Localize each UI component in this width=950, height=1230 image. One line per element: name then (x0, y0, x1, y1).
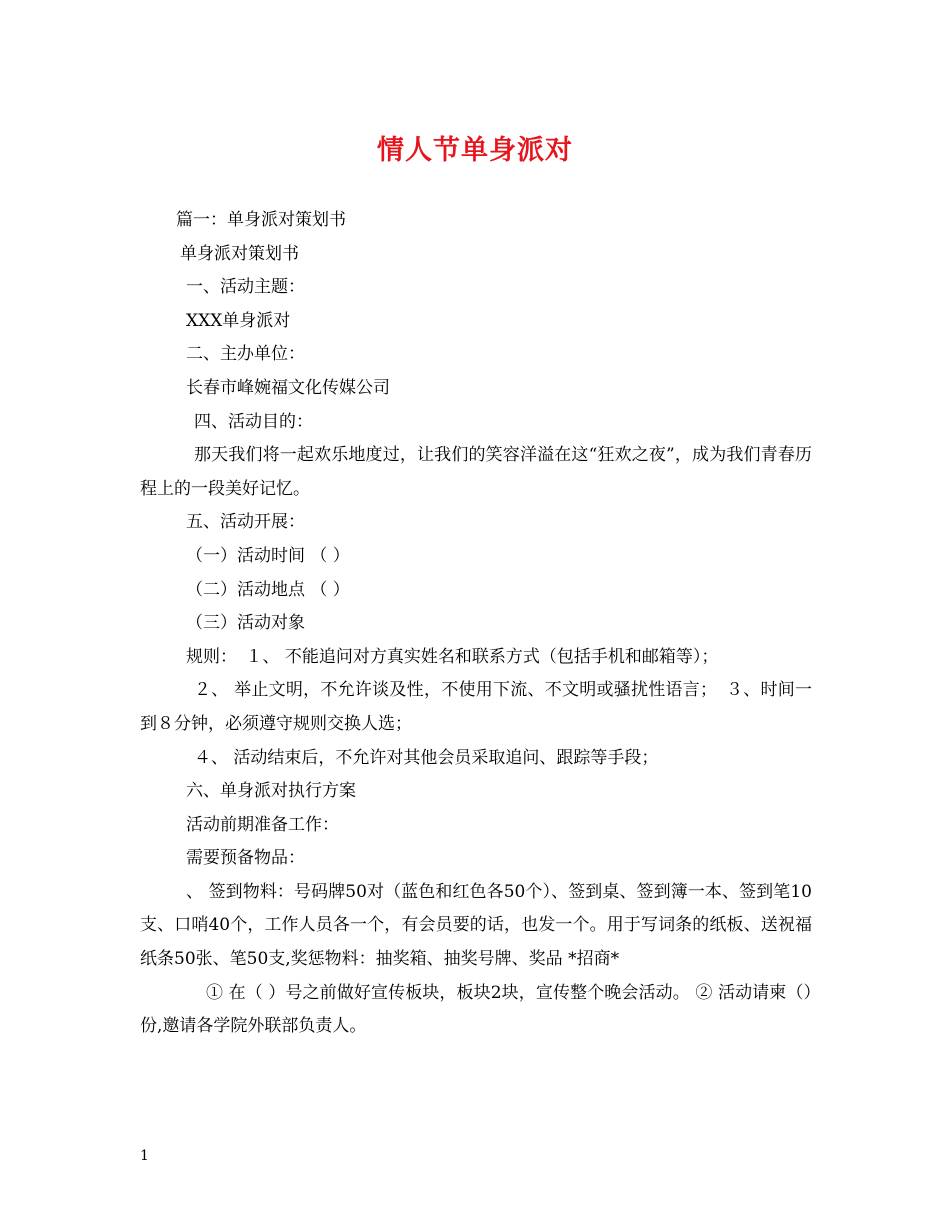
paragraph: 六、单身派对执行方案 (186, 781, 356, 802)
paragraph: 需要预备物品： (186, 848, 305, 869)
paragraph: 、 签到物料：号码牌50对（蓝色和红色各50个）、签到桌、签到簿一本、签到笔10支、口哨40个，工作人员各一个，有会员要的话，也发一个。用于写词条的纸板、送祝福纸条50张、笔50支,奖惩物料：抽奖箱、抽奖号牌、奖品 *招商* (140, 881, 812, 970)
paragraph: 活动前期准备工作： (186, 814, 339, 835)
paragraph: 篇一：单身派对策划书 (176, 210, 346, 230)
paragraph: XXX单身派对 (186, 310, 291, 331)
paragraph: 长春市峰婉福文化传媒公司 (186, 377, 390, 398)
paragraph: ４、 活动结束后，不允许对其他会员采取追问、跟踪等手段； (194, 747, 659, 768)
paragraph: 五、活动开展： (186, 512, 305, 533)
paragraph: ① 在（ ）号之前做好宣传板块，板块2块，宣传整个晚会活动。 ② 活动请柬（）份,邀请各学院外联部负责人。 (140, 982, 812, 1037)
document-title: 情人节单身派对 (377, 135, 573, 166)
paragraph: ２、 举止文明，不允许谈及性，不使用下流、不文明或骚扰性语言； ３、时间一到８分钟，必须遵守规则交换人选； (140, 680, 812, 734)
paragraph: （二）活动地点 （ ） (186, 579, 350, 600)
paragraph: 那天我们将一起欢乐地度过，让我们的笑容洋溢在这“狂欢之夜”，成为我们青春历程上的一段美好记忆。 (140, 445, 812, 499)
paragraph: 二、主办单位： (186, 344, 305, 365)
paragraph: 四、活动目的： (194, 411, 313, 432)
paragraph: 规则： １、 不能追问对方真实姓名和联系方式（包括手机和邮箱等）； (186, 646, 719, 667)
paragraph: （一）活动时间 （ ） (186, 545, 350, 566)
paragraph: 一、活动主题： (186, 277, 305, 298)
paragraph: 单身派对策划书 (180, 243, 299, 264)
page-number: 1 (140, 1148, 149, 1164)
document-body (140, 204, 812, 1044)
paragraph: （三）活动对象 (186, 613, 305, 634)
